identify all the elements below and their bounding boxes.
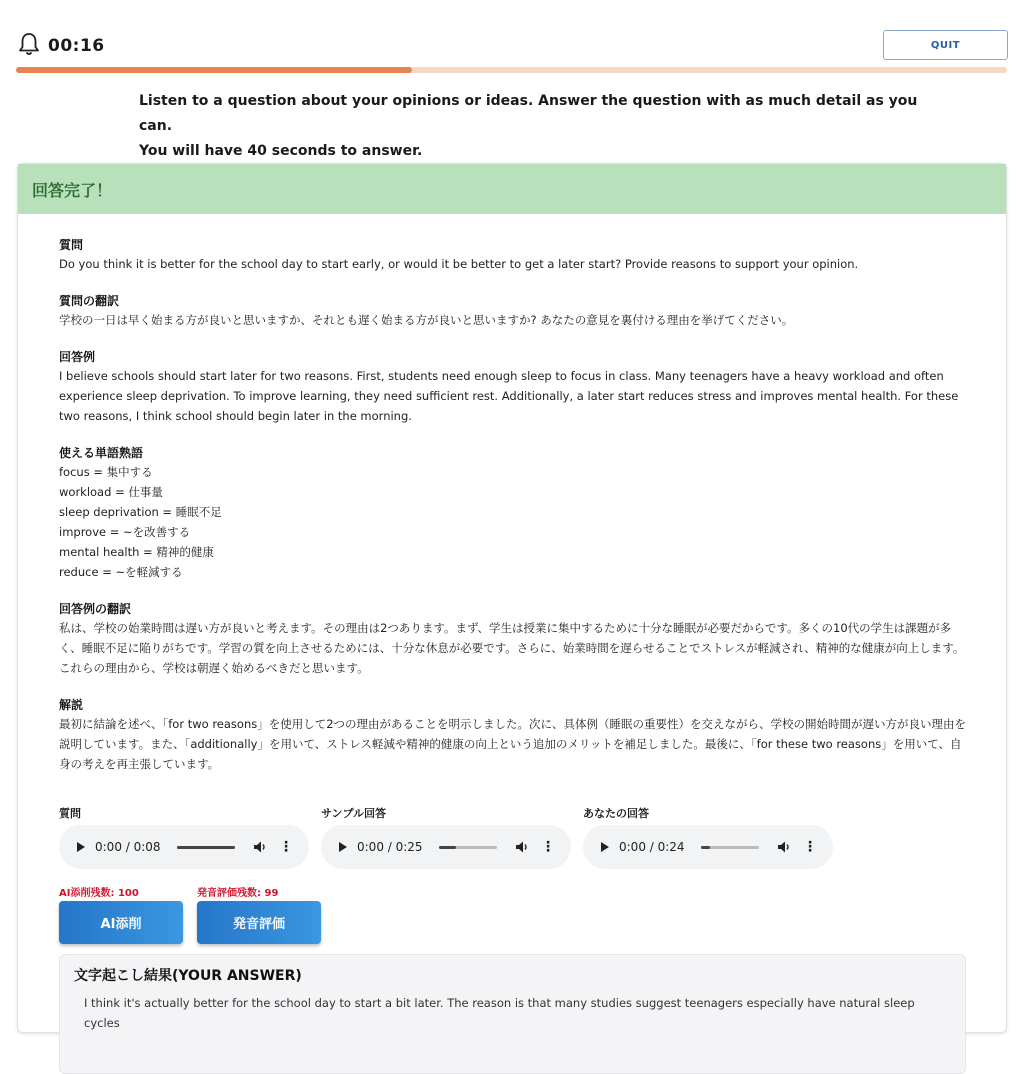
audio-seek-bar[interactable] <box>439 846 497 849</box>
result-card <box>17 163 1007 1033</box>
result-header-text: 回答完了！ <box>32 180 113 200</box>
result-content <box>59 236 969 792</box>
vocab-list <box>59 462 969 582</box>
instruction-line-1: Listen to a question about your opinions or ideas. Answer the question with as much detail as you can. <box>139 93 918 134</box>
progress-fill <box>16 67 412 73</box>
ai-remaining-count: AI添削残数: 100 <box>59 888 139 899</box>
audio-label: 質問 <box>59 807 81 820</box>
audio-sample <box>321 805 571 869</box>
question-section <box>59 236 969 274</box>
ai-correction-button[interactable]: AI添削 <box>59 901 183 944</box>
vocab-item: improve = ~を改善する <box>59 525 191 539</box>
translation-title: 質問の翻訳 <box>59 294 120 308</box>
audio-player[interactable] <box>59 825 309 869</box>
audio-label: サンプル回答 <box>321 807 387 820</box>
audio-seek-fill <box>701 846 710 849</box>
play-icon[interactable] <box>601 842 609 852</box>
explanation-section <box>59 696 969 774</box>
more-vert-icon[interactable]: ⋮ <box>279 839 293 855</box>
audio-time: 0:00 / 0:25 <box>357 840 423 854</box>
explanation-title: 解説 <box>59 698 84 712</box>
audio-question <box>59 805 309 869</box>
pronunciation-evaluation-button[interactable]: 発音評価 <box>197 901 321 944</box>
volume-icon[interactable] <box>777 840 791 854</box>
audio-your-answer <box>583 805 833 869</box>
sample-text: I believe schools should start later for two reasons. First, students need enough sleep to focus in class. Many teenagers have a heavy workload and often experience sleep deprivation. To improve learning, they need sufficient rest. Additionally, a later start reduces stress and improves mental health. For these two reasons, I think school should begin later in the morning. <box>59 369 959 423</box>
audio-seek-fill <box>177 846 235 849</box>
vocab-section <box>59 444 969 582</box>
sample-translation-section <box>59 600 969 678</box>
result-header <box>18 164 1006 214</box>
more-vert-icon[interactable]: ⋮ <box>541 839 555 855</box>
transcript-box <box>59 954 966 1074</box>
audio-player[interactable] <box>583 825 833 869</box>
vocab-item: focus = 集中する <box>59 465 153 479</box>
sample-translation-title: 回答例の翻訳 <box>59 602 132 616</box>
audio-label: あなたの回答 <box>583 807 649 820</box>
play-icon[interactable] <box>77 842 85 852</box>
vocab-item: reduce = ~を軽減する <box>59 565 183 579</box>
audio-time: 0:00 / 0:08 <box>95 840 161 854</box>
instructions <box>139 89 919 164</box>
question-title: 質問 <box>59 238 84 252</box>
vocab-title: 使える単語熟語 <box>59 446 144 460</box>
audio-player[interactable] <box>321 825 571 869</box>
audio-seek-bar[interactable] <box>701 846 759 849</box>
pronunciation-remaining-count: 発音評価残数: 99 <box>197 888 279 899</box>
volume-icon[interactable] <box>253 840 267 854</box>
volume-icon[interactable] <box>515 840 529 854</box>
sample-title: 回答例 <box>59 350 96 364</box>
audio-row <box>59 805 859 875</box>
timer-text: 00:16 <box>48 36 105 56</box>
top-bar <box>18 30 1008 60</box>
sample-section <box>59 348 969 426</box>
audio-time: 0:00 / 0:24 <box>619 840 685 854</box>
vocab-item: workload = 仕事量 <box>59 485 163 499</box>
progress-bar <box>16 67 1007 73</box>
translation-section <box>59 292 969 330</box>
quit-button[interactable]: QUIT <box>883 30 1008 60</box>
explanation-text: 最初に結論を述べ、「for two reasons」を使用して2つの理由があることを明示しました。次に、具体例（睡眠の重要性）を交えながら、学校の開始時間が遅い方が良い理由を説明しています。また、「additionally」を用いて、ストレス軽減や精神的健康の向上という追加のメリットを補足しました。最後に、「for these two reasons」を用いて、自身の考えを再主張しています。 <box>59 717 967 771</box>
play-icon[interactable] <box>339 842 347 852</box>
instruction-line-2: You will have 40 seconds to answer. <box>139 143 423 159</box>
question-text: Do you think it is better for the school day to start early, or would it be better to get a later start? Provide reasons to support your opinion. <box>59 257 859 271</box>
audio-seek-fill <box>439 846 456 849</box>
more-vert-icon[interactable]: ⋮ <box>803 839 817 855</box>
sample-translation-text: 私は、学校の始業時間は遅い方が良いと考えます。その理由は2つあります。まず、学生は授業に集中するために十分な睡眠が必要だからです。多くの10代の学生は課題が多く、睡眠不足に陥りがちです。学習の質を向上させるためには、十分な休息が必要です。さらに、始業時間を遅らせることでストレスが軽減され、精神的な健康が向上します。これらの理由から、学校は朝遅く始めるべきだと思います。 <box>59 621 965 675</box>
transcript-title: 文字起こし結果(YOUR ANSWER) <box>74 968 302 984</box>
audio-seek-bar[interactable] <box>177 846 235 849</box>
vocab-item: sleep deprivation = 睡眠不足 <box>59 505 222 519</box>
timer <box>18 32 105 60</box>
bell-icon <box>18 32 40 60</box>
translation-text: 学校の一日は早く始まる方が良いと思いますか、それとも遅く始まる方が良いと思いますか? あなたの意見を裏付ける理由を挙げてください。 <box>59 313 794 327</box>
transcript-text: I think it's actually better for the school day to start a bit later. The reason is that many studies suggest teenagers especially have natural sleep cycles <box>84 996 915 1030</box>
vocab-item: mental health = 精神的健康 <box>59 545 214 559</box>
